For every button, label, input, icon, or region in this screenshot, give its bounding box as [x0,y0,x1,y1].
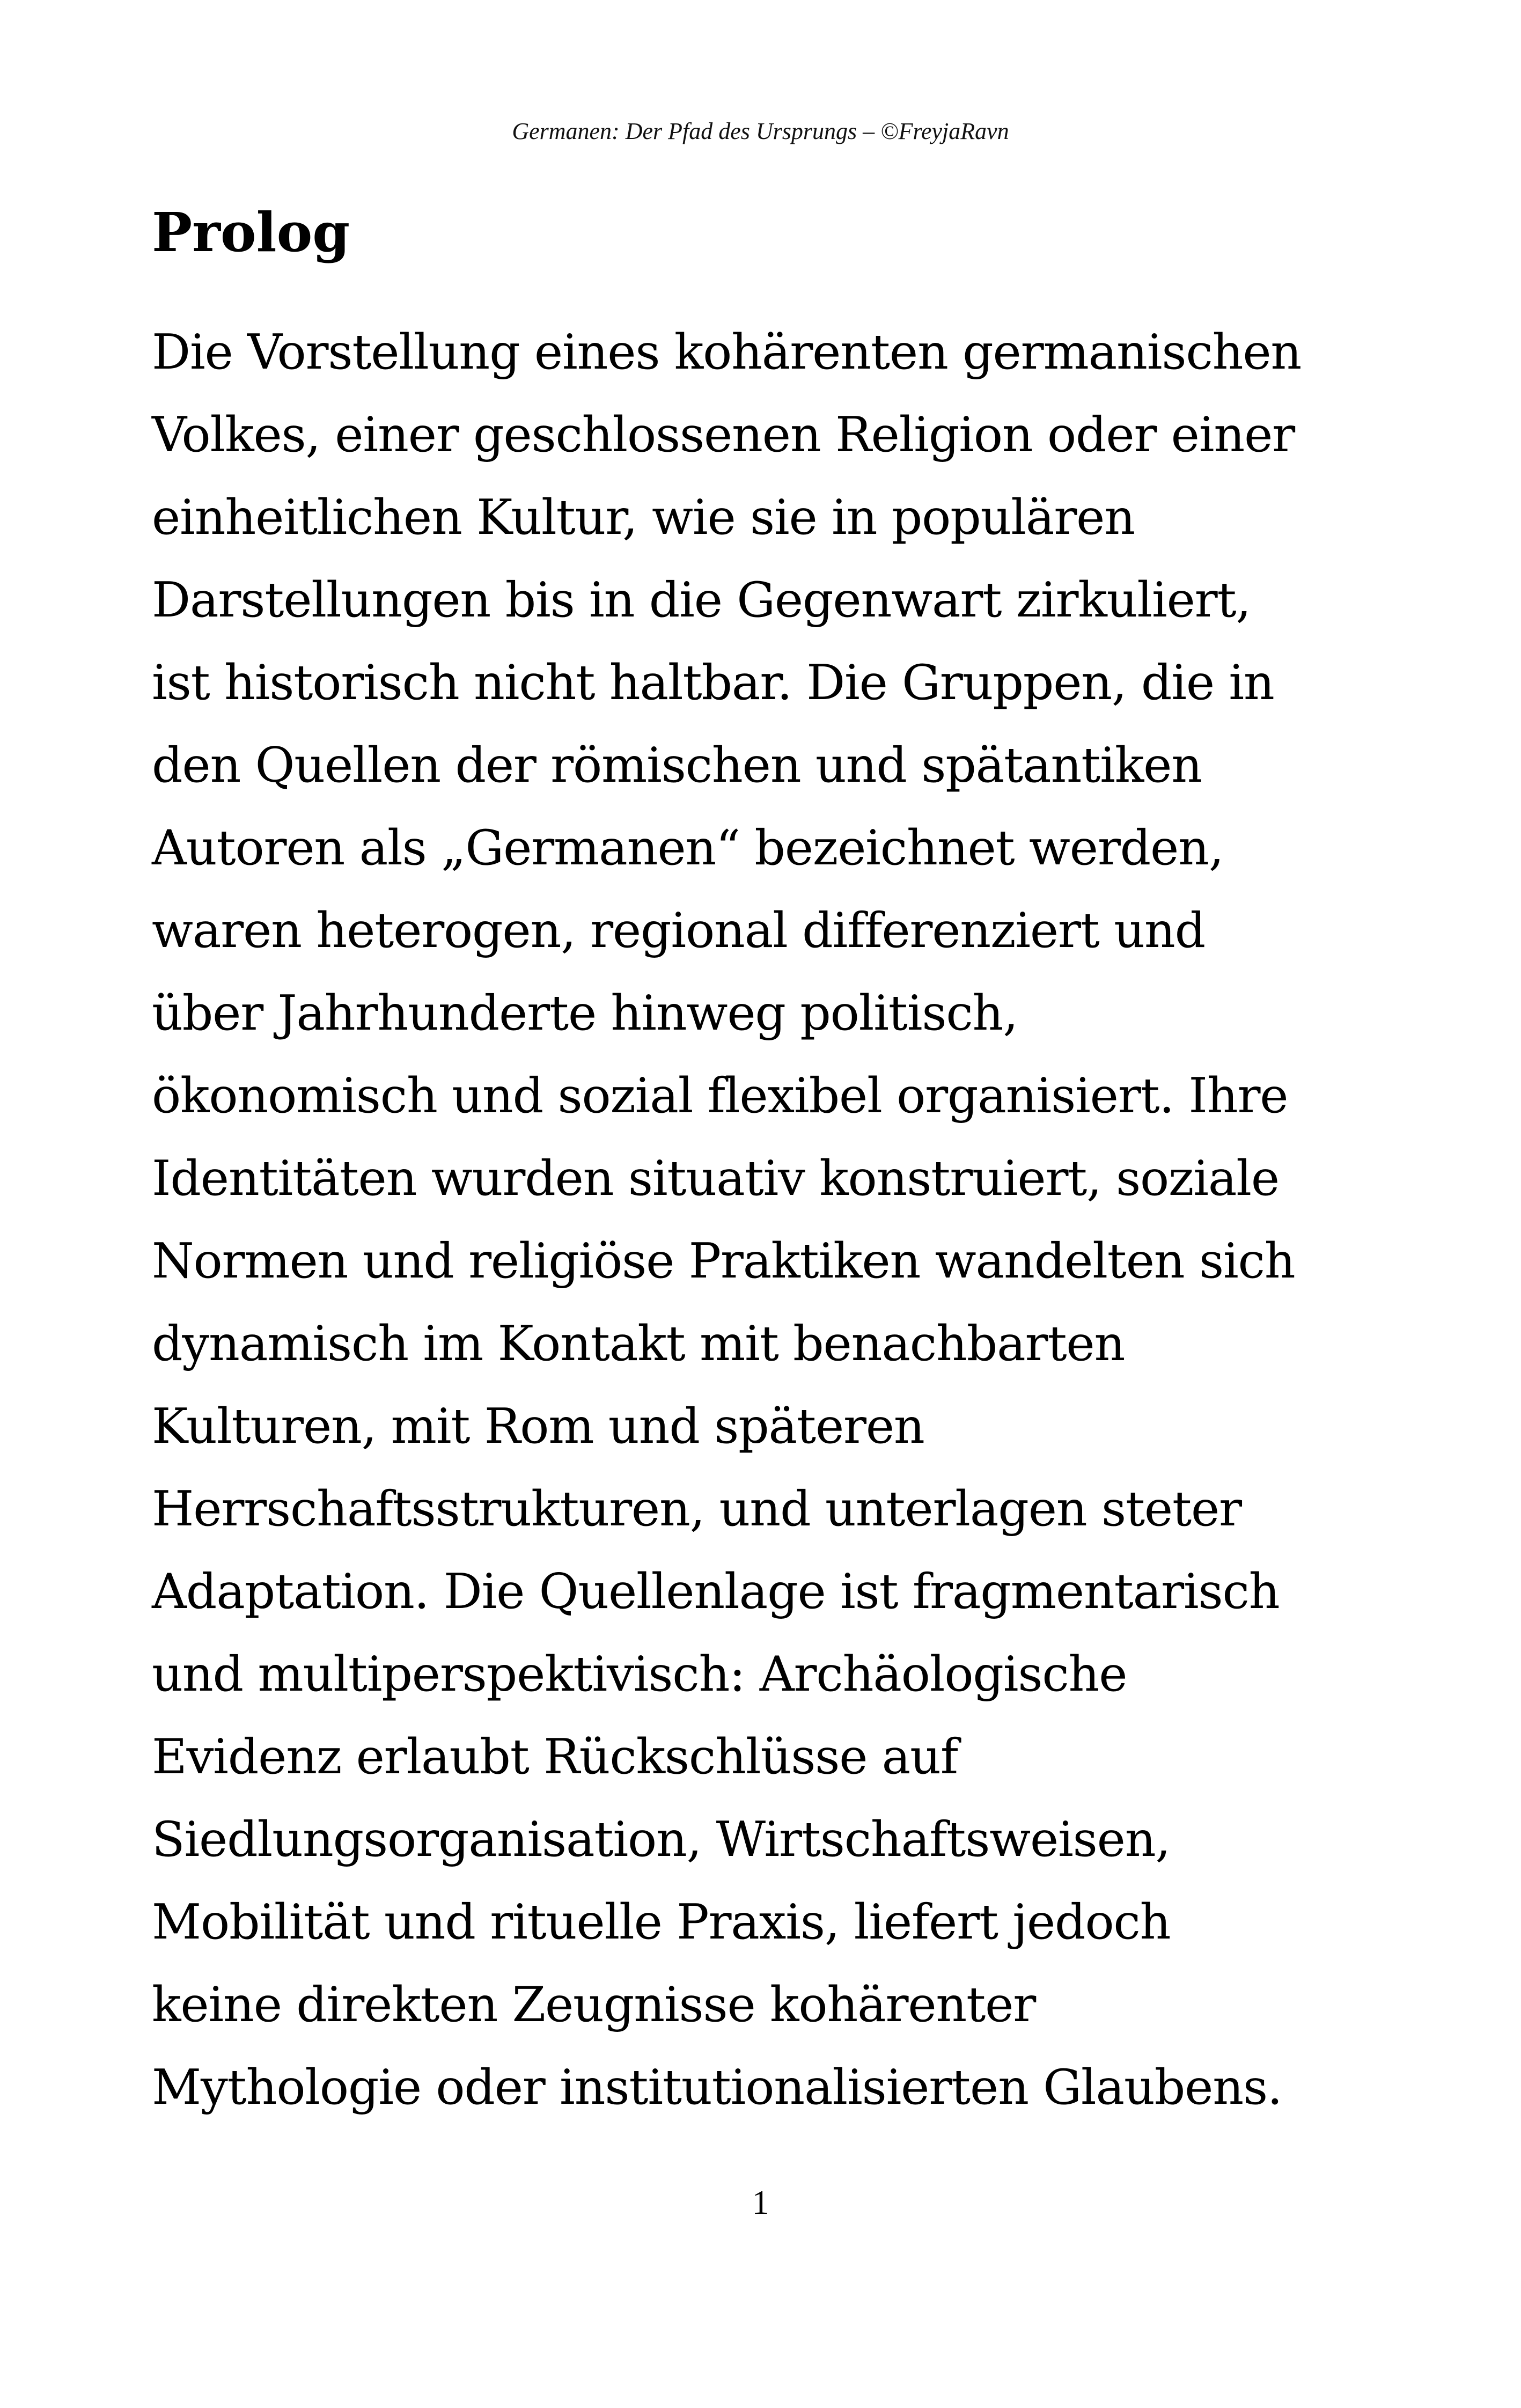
text-line: Darstellungen bis in die Gegenwart zirkuliert, [152,572,1251,628]
text-line: Normen und religiöse Praktiken wandelten sich [152,1233,1295,1289]
text-line: einheitlichen Kultur, wie sie in populären [152,489,1135,546]
text-line: den Quellen der römischen und spätantiken [152,737,1202,794]
text-line: Mythologie oder institutionalisierten Glaubens. [152,2059,1282,2116]
text-line: Die Vorstellung eines kohärenten germanischen [152,324,1302,380]
text-line: waren heterogen, regional differenziert und [152,902,1206,959]
prologue-paragraph [152,311,1386,2129]
text-line: und multiperspektivisch: Archäologische [152,1646,1127,1702]
text-line: Adaptation. Die Quellenlage ist fragmentarisch [152,1563,1280,1620]
text-line: Mobilität und rituelle Praxis, liefert jedoch [152,1894,1171,1950]
text-line: Volkes, einer geschlossenen Religion oder einer [152,407,1295,463]
text-line: ist historisch nicht haltbar. Die Gruppen, die in [152,655,1274,711]
text-line: Autoren als „Germanen“ bezeichnet werden, [152,820,1224,876]
chapter-title: Prolog [152,201,350,264]
running-header: Germanen: Der Pfad des Ursprungs – ©FreyjaRavn [512,118,1009,144]
text-line: Identitäten wurden situativ konstruiert, soziale [152,1150,1279,1207]
text-line: dynamisch im Kontakt mit benachbarten [152,1316,1125,1372]
page-number: 1 [752,2183,769,2221]
text-line: Siedlungsorganisation, Wirtschaftsweisen, [152,1811,1170,1868]
text-line: Kulturen, mit Rom und späteren [152,1398,924,1455]
text-line: über Jahrhunderte hinweg politisch, [152,985,1018,1041]
text-line: keine direkten Zeugnisse kohärenter [152,1977,1036,2033]
text-line: Herrschaftsstrukturen, und unterlagen steter [152,1481,1241,1537]
text-line: ökonomisch und sozial flexibel organisiert. Ihre [152,1068,1288,1124]
text-line: Evidenz erlaubt Rückschlüsse auf [152,1729,958,1785]
